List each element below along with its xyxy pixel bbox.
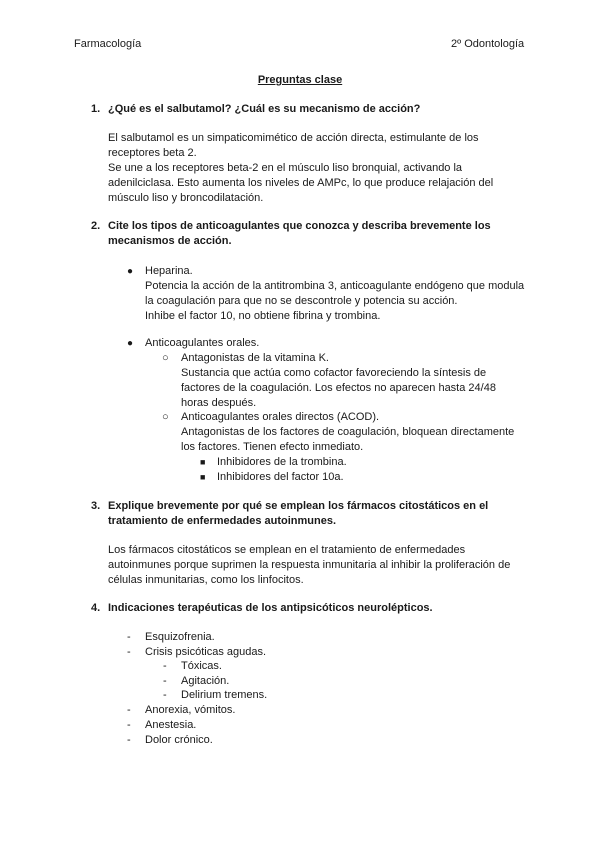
indication-item: Anorexia, vómitos. <box>145 704 236 716</box>
indication-subitem: Delirium tremens. <box>181 689 268 701</box>
indication-subitem: Agitación. <box>181 675 230 687</box>
bullet-square-icon: ■ <box>200 457 206 467</box>
item-vitk-line: Sustancia que actúa como cofactor favoreciendo la síntesis de <box>181 367 487 379</box>
indication-subitem: Tóxicas. <box>181 660 222 672</box>
bullet-circle-icon: ○ <box>162 411 169 423</box>
question-line: mecanismos de acción. <box>108 235 232 247</box>
dash-bullet: - <box>127 704 131 716</box>
answer-line: adenilciclasa. Esto aumenta los niveles de AMPc, lo que produce relajación del <box>108 177 494 189</box>
question-text <box>108 219 508 249</box>
item-sub: Inhibidores del factor 10a. <box>217 471 344 483</box>
indication-item: Anestesia. <box>145 719 197 731</box>
header-course: 2º Odontología <box>451 38 525 50</box>
question-number: 4. <box>91 602 101 614</box>
answer-line: autoinmunes porque suprimen la respuesta inmunitaria al inhibir la proliferación de <box>108 559 511 571</box>
indication-item: Esquizofrenia. <box>145 631 215 643</box>
answer-line: receptores beta 2. <box>108 147 197 159</box>
dash-bullet: - <box>127 734 131 746</box>
indication-item: Crisis psicóticas agudas. <box>145 646 267 658</box>
answer-line: células inmunitarias, como los linfocitos. <box>108 574 304 586</box>
header-subject: Farmacología <box>74 38 142 50</box>
dash-bullet: - <box>163 675 167 687</box>
question-number: 2. <box>91 220 101 232</box>
answer-line: músculo liso y broncodilatación. <box>108 192 264 204</box>
question-text: Indicaciones terapéuticas de los antipsicóticos neurolépticos. <box>108 602 433 614</box>
answer-line: El salbutamol es un simpaticomimético de acción directa, estimulante de los <box>108 132 479 144</box>
dash-bullet: - <box>163 660 167 672</box>
bullet-dot-icon: ● <box>127 266 134 277</box>
question-line: Explique brevemente por qué se emplean los fármacos citostáticos en el <box>108 500 489 512</box>
dash-bullet: - <box>127 719 131 731</box>
item-acod-line: los factores. Tienen efecto inmediato. <box>181 441 364 453</box>
dash-bullet: - <box>163 689 167 701</box>
item-orales-title: Anticoagulantes orales. <box>145 337 260 349</box>
bullet-dot-icon: ● <box>127 338 134 349</box>
dash-bullet: - <box>127 646 131 658</box>
document-title: Preguntas clase <box>257 74 343 86</box>
item-vitk-line: horas después. <box>181 397 257 409</box>
question-line: tratamiento de enfermedades autoinmunes. <box>108 515 336 527</box>
item-heparina-line: la coagulación para que no se descontrole y potencia su acción. <box>145 295 458 307</box>
answer-line: Se une a los receptores beta-2 en el músculo liso bronquial, activando la <box>108 162 463 174</box>
item-heparina-line: Potencia la acción de la antitrombina 3, anticoagulante endógeno que modula <box>145 280 525 292</box>
answer-1 <box>108 131 518 206</box>
answer-line: Los fármacos citostáticos se emplean en el tratamiento de enfermedades <box>108 544 466 556</box>
question-number: 1. <box>91 103 101 115</box>
item-heparina-title: Heparina. <box>145 265 193 277</box>
question-text <box>108 499 508 529</box>
indication-item: Dolor crónico. <box>145 734 213 746</box>
item-vitk-line: factores de la coagulación. Los efectos no aparecen hasta 24/48 <box>181 382 496 394</box>
item-sub: Inhibidores de la trombina. <box>217 456 347 468</box>
question-line: Cite los tipos de anticoagulantes que conozca y describa brevemente los <box>108 220 491 232</box>
question-text: ¿Qué es el salbutamol? ¿Cuál es su mecanismo de acción? <box>108 103 421 115</box>
question-number: 3. <box>91 500 101 512</box>
item-heparina-line: Inhibe el factor 10, no obtiene fibrina y trombina. <box>145 310 381 322</box>
item-vitk-title: Antagonistas de la vitamina K. <box>181 352 329 364</box>
bullet-circle-icon: ○ <box>162 352 169 364</box>
bullet-square-icon: ■ <box>200 472 206 482</box>
item-acod-title: Anticoagulantes orales directos (ACOD). <box>181 411 380 423</box>
answer-3 <box>108 543 518 588</box>
dash-bullet: - <box>127 631 131 643</box>
item-acod-line: Antagonistas de los factores de coagulación, bloquean directamente <box>181 426 515 438</box>
